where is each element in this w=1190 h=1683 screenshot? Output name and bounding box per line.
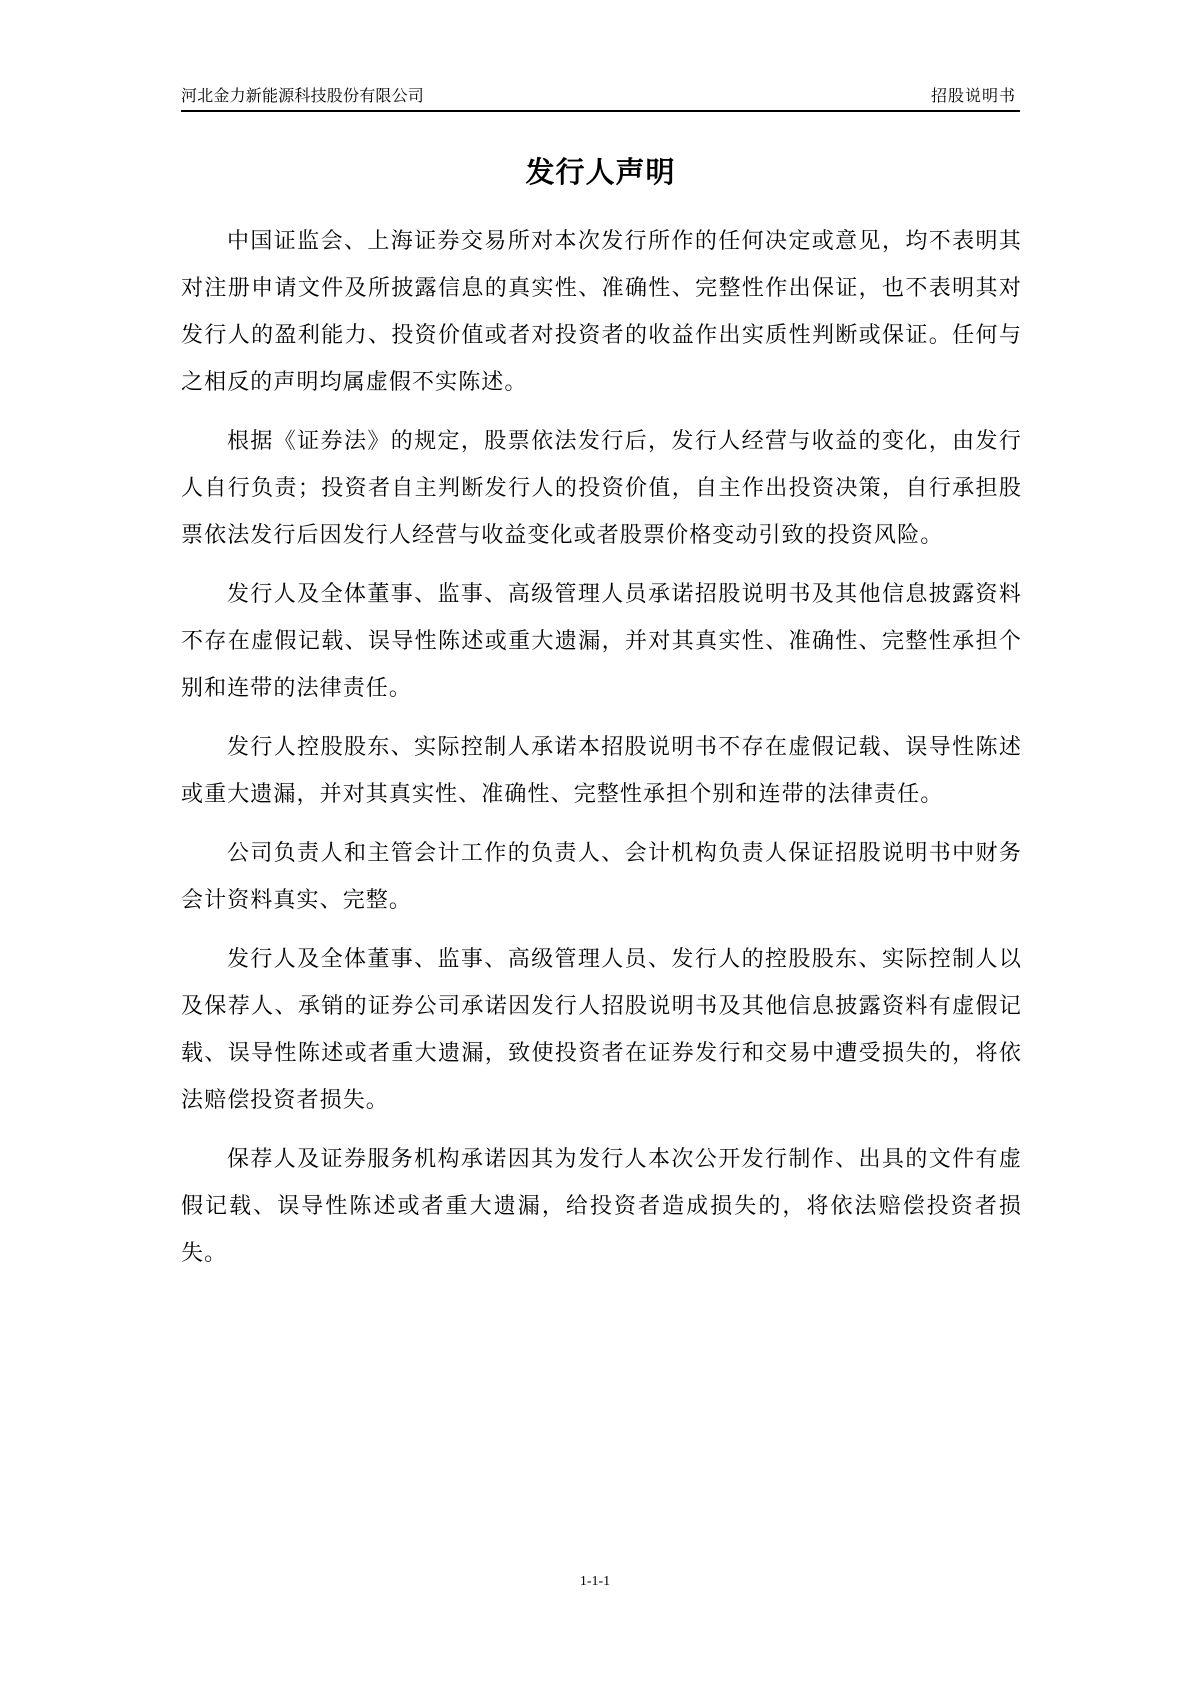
declaration-body [181,218,1022,1289]
header-company-name: 河北金力新能源科技股份有限公司 [181,86,425,105]
paragraph-sponsor-commitment: 保荐人及证券服务机构承诺因其为发行人本次公开发行制作、出具的文件有虚假记载、误导性陈述或者重大遗漏，给投资者造成损失的，将依法赔偿投资者损失。 [181,1147,1022,1266]
page-title: 发行人声明 [525,155,676,189]
paragraph-regulator-disclaimer: 中国证监会、上海证券交易所对本次发行所作的任何决定或意见，均不表明其对注册申请文件及所披露信息的真实性、准确性、完整性作出保证，也不表明其对发行人的盈利能力、投资价值或者对投资者的收益作出实质性判断或保证。任何与之相反的声明均属虚假不实陈述。 [181,229,1022,395]
paragraph-directors-commitment: 发行人及全体董事、监事、高级管理人员承诺招股说明书及其他信息披露资料不存在虚假记载、误导性陈述或重大遗漏，并对其真实性、准确性、完整性承担个别和连带的法律责任。 [181,582,1022,701]
paragraph-financial-data-guarantee: 公司负责人和主管会计工作的负责人、会计机构负责人保证招股说明书中财务会计资料真实、完整。 [181,841,1022,913]
page-header [181,84,1020,112]
header-document-type: 招股说明书 [930,86,1016,105]
paragraph-securities-law-risk: 根据《证券法》的规定，股票依法发行后，发行人经营与收益的变化，由发行人自行负责；投资者自主判断发行人的投资价值，自主作出投资决策，自行承担股票依法发行后因发行人经营与收益变化或者股票价格变动引致的投资风险。 [181,429,1022,548]
page-number: 1-1-1 [579,1574,611,1589]
paragraph-compensation-commitment: 发行人及全体董事、监事、高级管理人员、发行人的控股股东、实际控制人以及保荐人、承销的证券公司承诺因发行人招股说明书及其他信息披露资料有虚假记载、误导性陈述或者重大遗漏，致使投资者在证券发行和交易中遭受损失的，将依法赔偿投资者损失。 [181,947,1022,1113]
paragraph-controlling-shareholder-commitment: 发行人控股股东、实际控制人承诺本招股说明书不存在虚假记载、误导性陈述或重大遗漏，并对其真实性、准确性、完整性承担个别和连带的法律责任。 [181,735,1022,807]
